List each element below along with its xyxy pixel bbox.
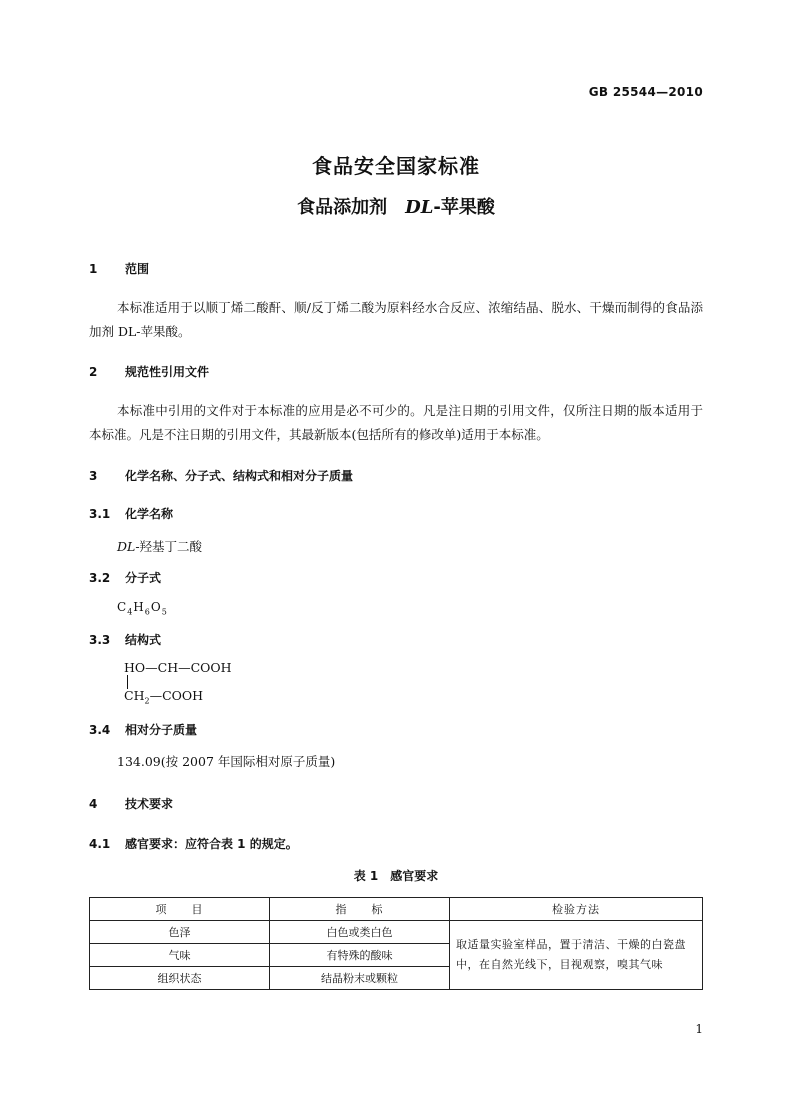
document-title: 食品安全国家标准 [312, 154, 480, 178]
table-header-cell: 项 目 [90, 898, 270, 921]
section-3-heading [89, 467, 353, 484]
table-row [90, 921, 703, 944]
section-number: 4.1 [89, 837, 111, 851]
chemical-name-italic: DL [117, 539, 136, 554]
section-3-1-heading [89, 505, 173, 522]
section-number: 4 [89, 797, 98, 811]
formula-c-count: 4 [127, 607, 134, 617]
formula-h-count: 6 [144, 607, 151, 617]
document-subtitle [0, 193, 792, 219]
table-cell-item: 色泽 [90, 921, 270, 944]
section-number: 3.3 [89, 633, 111, 647]
section-number: 1 [89, 262, 98, 276]
structure-line-2: $CH_2—COOH$ [124, 688, 204, 706]
section-number: 3.1 [89, 507, 111, 521]
molecular-mass: 134.09(按 2007 年国际相对原子质量) [117, 754, 336, 769]
section-2-heading [89, 363, 209, 380]
structure-bond [127, 675, 129, 689]
formula-c: C [117, 600, 128, 614]
section-1-text: 本标准适用于以顺丁烯二酸酐、顺/反丁烯二酸为原料经水合反应、浓缩结晶、脱水、干燥而制得的食品添加剂 DL-苹果酸。 [89, 300, 703, 339]
chemical-name-rest: -羟基丁二酸 [135, 539, 203, 554]
formula-h: H [133, 600, 145, 614]
section-title: 化学名称、分子式、结构式和相对分子质量 [125, 469, 354, 483]
section-number: 3.2 [89, 571, 111, 585]
table-cell-item: 组织状态 [90, 967, 270, 990]
section-number: 2 [89, 365, 98, 379]
table-header-cell: 指 标 [270, 898, 450, 921]
subtitle-suffix: -苹果酸 [433, 197, 495, 218]
section-title: 技术要求 [125, 797, 174, 811]
table-cell-indicator: 结晶粉末或颗粒 [270, 967, 450, 990]
formula-o: O [150, 600, 162, 614]
section-3-3-heading [89, 631, 161, 648]
section-title: 分子式 [125, 571, 162, 585]
standard-code: GB 25544—2010 [588, 85, 703, 99]
section-4-heading [89, 795, 173, 812]
section-number: 3.4 [89, 723, 111, 737]
section-3-2-heading [89, 569, 161, 586]
section-1-heading [89, 260, 149, 277]
section-title: 结构式 [125, 633, 162, 647]
section-number: 3 [89, 469, 98, 483]
section-title: 感官要求：应符合表 1 的规定。 [125, 837, 298, 851]
section-title: 相对分子质量 [125, 723, 198, 737]
section-title: 规范性引用文件 [125, 365, 210, 379]
table-header-cell: 检验方法 [450, 898, 703, 921]
subtitle-prefix: 食品添加剂 [297, 197, 388, 218]
subtitle-italic: DL [405, 197, 434, 218]
section-2-text: 本标准中引用的文件对于本标准的应用是必不可少的。凡是注日期的引用文件，仅所注日期的版本适用于本标准。凡是不注日期的引用文件，其最新版本(包括所有的修改单)适用于本标准。 [89, 403, 703, 442]
structure-line-1: HO—CH—COOH [124, 660, 232, 675]
table-cell-indicator: 有特殊的酸味 [270, 944, 450, 967]
sensory-requirements-table [89, 897, 703, 990]
section-title: 范围 [125, 262, 150, 276]
table-cell-indicator: 白色或类白色 [270, 921, 450, 944]
molecular-formula [117, 600, 168, 616]
table-caption: 表 1 感官要求 [353, 869, 439, 883]
table-header-row [90, 898, 703, 921]
table-cell-method: 取适量实验室样品，置于清洁、干燥的白瓷盘中，在自然光线下，目视观察，嗅其气味 [450, 921, 703, 990]
section-3-4-heading [89, 721, 197, 738]
formula-o-count: 5 [161, 607, 168, 617]
section-title: 化学名称 [125, 507, 174, 521]
table-cell-item: 气味 [90, 944, 270, 967]
chemical-name [117, 537, 202, 555]
page-number: 1 [695, 1022, 703, 1036]
structural-formula [124, 661, 232, 709]
section-4-1-heading [89, 835, 298, 852]
